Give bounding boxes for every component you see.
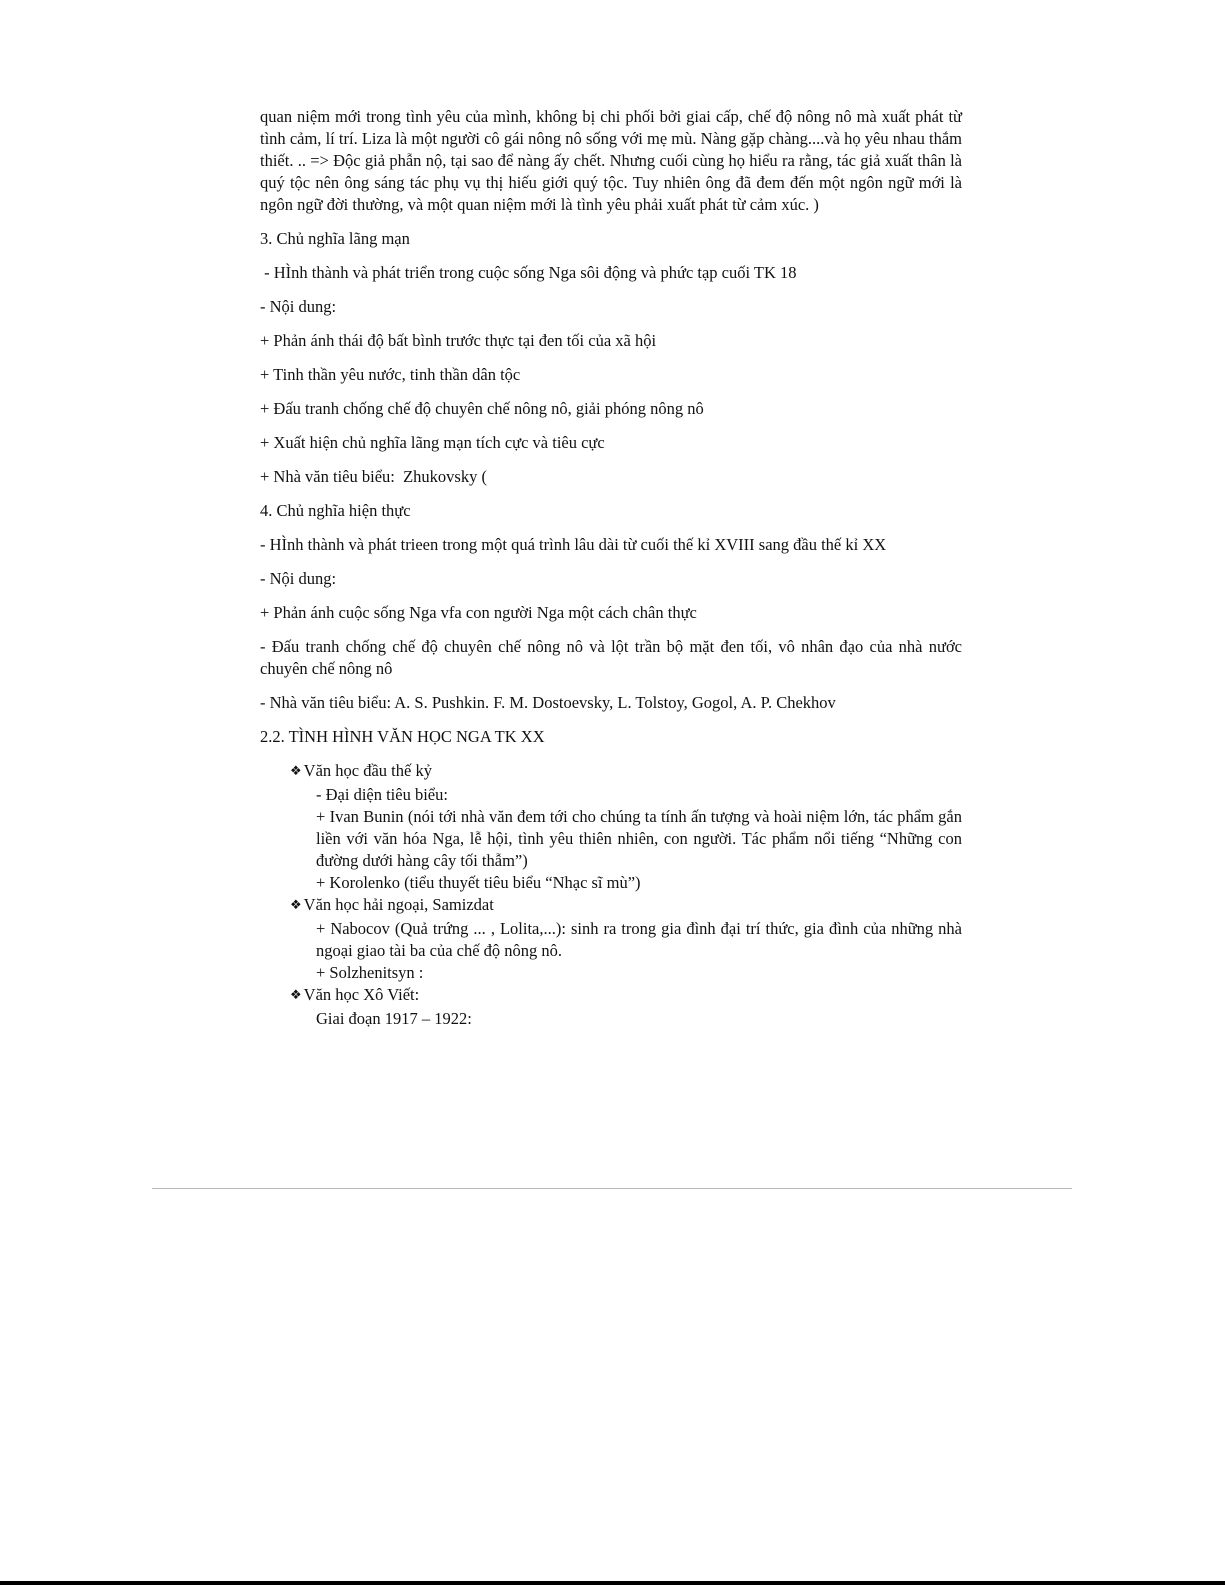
- soviet-period: Giai đoạn 1917 – 1922:: [316, 1009, 472, 1028]
- bottom-edge: [0, 1581, 1225, 1585]
- nabokov-entry: + Nabocov (Quả trứng ... , Lolita,...): sinh ra trong gia đình đại trí thức, gia đình của những nhà ngoại giao tài ba của chế độ nông nô.: [316, 919, 962, 960]
- solzhenitsyn-entry: + Solzhenitsyn :: [316, 963, 424, 982]
- diamond-bullet-icon: [290, 985, 304, 1004]
- bunin-entry: + Ivan Bunin (nói tới nhà văn đem tới cho chúng ta tính ấn tượng và hoài niệm lớn, tác phẩm gắn liền với văn hóa Nga, lễ hội, tình yêu thiên nhiên, con người. Tác phẩm nổi tiếng “Những con đường dưới hàng cây tối thẫm”): [316, 807, 962, 870]
- realism-item: - Đấu tranh chống chế độ chuyên chế nông nô và lột trần bộ mặt đen tối, vô nhân đạo của nhà nước chuyên chế nông nô: [260, 637, 962, 678]
- soviet-title: ❖ Văn học Xô Viết:: [290, 984, 962, 1008]
- romanticism-heading: 3. Chủ nghĩa lãng mạn: [260, 229, 410, 248]
- korolenko-entry: + Korolenko (tiểu thuyết tiêu biểu “Nhạc sĩ mù”): [316, 873, 641, 892]
- diamond-bullet-icon: [290, 761, 304, 780]
- romanticism-item: + Phản ánh thái độ bất bình trước thực tại đen tối của xã hội: [260, 331, 657, 350]
- romanticism-item: + Nhà văn tiêu biểu: Zhukovsky (: [260, 467, 487, 486]
- early-century-title: ❖ Văn học đầu thế kỷ: [290, 760, 962, 784]
- realism-content-label: - Nội dung:: [260, 569, 337, 588]
- romanticism-item: + Xuất hiện chủ nghĩa lãng mạn tích cực và tiêu cực: [260, 433, 605, 452]
- diamond-bullet-icon: [290, 895, 304, 914]
- romanticism-content-label: - Nội dung:: [260, 297, 337, 316]
- romanticism-item: + Tinh thần yêu nước, tinh thần dân tộc: [260, 365, 521, 384]
- realism-writers: - Nhà văn tiêu biểu: A. S. Pushkin. F. M. Dostoevsky, L. Tolstoy, Gogol, A. P. Chekhov: [260, 693, 836, 712]
- section-22-heading: 2.2. TÌNH HÌNH VĂN HỌC NGA TK XX: [260, 727, 545, 746]
- realism-formation: - HÌnh thành và phát trieen trong một quá trình lâu dài từ cuối thế kỉ XVIII sang đầu thế kỉ XX: [260, 535, 887, 554]
- realism-heading: 4. Chủ nghĩa hiện thực: [260, 501, 411, 520]
- romanticism-formation: - HÌnh thành và phát triển trong cuộc sống Nga sôi động và phức tạp cuối TK 18: [260, 263, 797, 282]
- romanticism-item: + Đấu tranh chống chế độ chuyên chế nông nô, giải phóng nông nô: [260, 399, 704, 418]
- early-century-representatives: - Đại diện tiêu biểu:: [316, 785, 448, 804]
- overseas-title: ❖ Văn học hải ngoại, Samizdat: [290, 894, 962, 918]
- page-divider: [152, 1188, 1072, 1189]
- intro-paragraph: quan niệm mới trong tình yêu của mình, không bị chi phối bởi giai cấp, chế độ nông nô mà xuất phát từ tình cảm, lí trí. Liza là một người cô gái nông nô sống với mẹ mù. Nàng gặp chàng....và họ yêu nhau thắm thiết. .. => Độc giả phẫn nộ, tại sao để nàng ấy chết. Nhưng cuối cùng họ hiểu ra rằng, tác giả xuất thân là quý tộc nên ông sáng tác phụ vụ thị hiếu giới quý tộc. Tuy nhiên ông đã đem đến một ngôn ngữ mới là ngôn ngữ đời thường, và một quan niệm mới là tình yêu phải xuất phát từ cảm xúc. ): [260, 107, 962, 214]
- document-page: [260, 106, 962, 1030]
- realism-item: + Phản ánh cuộc sống Nga vfa con người Nga một cách chân thực: [260, 603, 697, 622]
